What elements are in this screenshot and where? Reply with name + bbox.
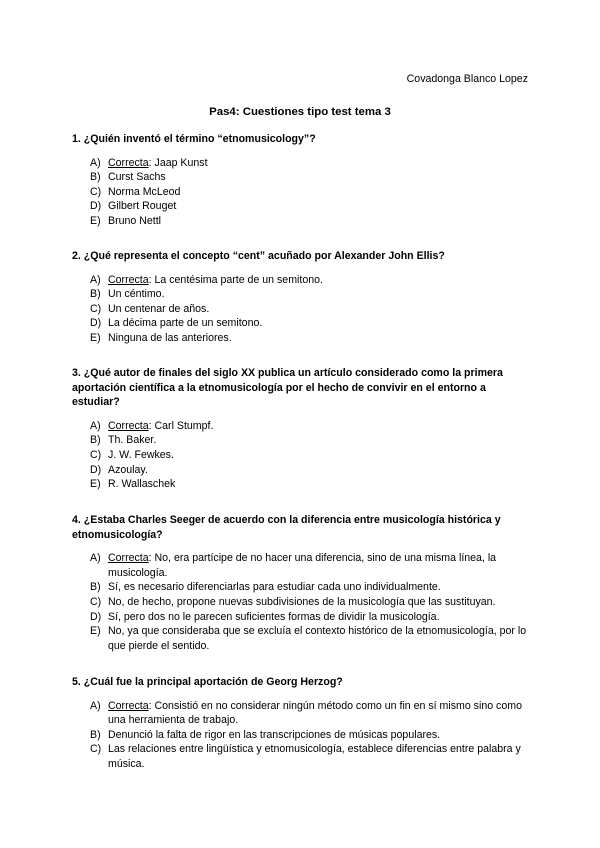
answer-c <box>72 302 530 317</box>
answer-letter: B) <box>90 728 101 741</box>
answer-c <box>72 185 530 200</box>
answer-a: A) Correcta: Carl Stumpf. <box>90 419 214 432</box>
answer-text: Azoulay. <box>108 463 148 476</box>
answer-letter: D) <box>90 317 102 330</box>
answer-text: J. W. Fewkes. <box>108 448 174 461</box>
answer-letter: B) <box>90 288 101 301</box>
answer-letter: E) <box>90 214 101 227</box>
answer-letter: E) <box>90 478 101 491</box>
answer-letter: E) <box>90 625 101 638</box>
answer-text: Curst Sachs <box>108 171 166 184</box>
question-text: 3. ¿Qué autor de finales del siglo XX publica un artículo considerado como la primera aportación científica a la etnomusicología por el hecho de convivir en el entorno a estudiar? <box>72 367 503 409</box>
answer-e <box>72 624 530 653</box>
answer-text: Sí, pero dos no le parecen suficientes formas de dividir la musicología. <box>108 610 440 623</box>
correct-label: Correcta <box>108 273 149 286</box>
answer-e <box>72 331 530 346</box>
answer-letter: C) <box>90 448 102 461</box>
answer-list <box>72 156 530 229</box>
answer-text: Th. Baker. <box>108 434 157 447</box>
answer-c <box>72 742 530 771</box>
correct-label: Correcta <box>108 419 149 432</box>
answer-text: Consistió en no considerar ningún método como un fin en sí mismo sino como una herramienta de trabajo. <box>108 699 522 727</box>
answer-e <box>72 214 530 229</box>
question-2 <box>72 249 530 346</box>
answer-text: Las relaciones entre lingüística y etnomusicología, establece diferencias entre palabra y música. <box>108 743 521 770</box>
answer-text: R. Wallaschek <box>108 478 176 491</box>
question-1 <box>72 132 530 229</box>
answer-e <box>72 477 530 492</box>
answer-letter: A) <box>90 552 101 565</box>
answer-b <box>72 728 530 743</box>
question-text: 1. ¿Quién inventó el término “etnomusicology”? <box>72 133 316 145</box>
answer-text: Denunció la falta de rigor en las transcripciones de músicas populares. <box>108 728 441 741</box>
answer-text: Un centenar de años. <box>108 302 210 315</box>
answer-letter: E) <box>90 331 101 344</box>
answer-letter: A) <box>90 419 101 432</box>
answer-text: Jaap Kunst <box>154 156 208 169</box>
answer-list <box>72 273 530 346</box>
correct-label: Correcta <box>108 552 149 565</box>
answer-a: A) Correcta: Consistió en no considerar ningún método como un fin en sí mismo sino como una herramienta de trabajo. <box>90 699 522 727</box>
answer-letter: D) <box>90 463 102 476</box>
answer-c <box>72 448 530 463</box>
answer-b <box>72 287 530 302</box>
answer-b <box>72 580 530 595</box>
answer-letter: C) <box>90 185 102 198</box>
answer-letter: B) <box>90 581 101 594</box>
answer-letter: C) <box>90 595 102 608</box>
answer-list <box>72 551 530 653</box>
answer-d <box>72 610 530 625</box>
answer-text: Norma McLeod <box>108 185 181 198</box>
answer-text: No, de hecho, propone nuevas subdivisiones de la musicología que las sustituyan. <box>108 595 496 608</box>
answer-d <box>72 199 530 214</box>
answer-c <box>72 595 530 610</box>
answer-text: Gilbert Rouget <box>108 200 177 213</box>
answer-d <box>72 463 530 478</box>
answer-text: La centésima parte de un semitono. <box>154 273 323 286</box>
answer-letter: B) <box>90 434 101 447</box>
answer-text: No, era partícipe de no hacer una diferencia, sino de una misma línea, la musicología. <box>108 552 497 579</box>
answer-letter: A) <box>90 699 101 712</box>
answer-a: A) Correcta: La centésima parte de un semitono. <box>90 273 323 286</box>
answer-letter: B) <box>90 171 101 184</box>
answer-a: A) Correcta: Jaap Kunst <box>90 156 208 169</box>
author-name: Covadonga Blanco Lopez <box>406 73 528 85</box>
answer-letter: C) <box>90 743 102 756</box>
answer-list <box>72 699 530 772</box>
correct-label: Correcta <box>108 156 149 169</box>
correct-label: Correcta <box>108 699 149 712</box>
answer-b <box>72 433 530 448</box>
answer-text: Bruno Nettl <box>108 214 161 227</box>
question-4 <box>72 513 530 653</box>
question-5 <box>72 675 530 772</box>
question-3 <box>72 366 530 492</box>
answer-a: A) Correcta: No, era partícipe de no hacer una diferencia, sino de una misma línea, la musicología. <box>90 552 497 579</box>
answer-b <box>72 170 530 185</box>
answer-text: La décima parte de un semitono. <box>108 317 263 330</box>
question-text: 5. ¿Cuál fue la principal aportación de Georg Herzog? <box>72 676 343 688</box>
answer-letter: C) <box>90 302 102 315</box>
answer-list <box>72 419 530 492</box>
answer-letter: A) <box>90 156 101 169</box>
answer-letter: D) <box>90 200 102 213</box>
answer-text: Carl Stumpf. <box>154 419 214 432</box>
question-text: 4. ¿Estaba Charles Seeger de acuerdo con la diferencia entre musicología histórica y etnomusicología? <box>72 514 501 541</box>
answer-text: Ninguna de las anteriores. <box>108 331 232 344</box>
question-text: 2. ¿Qué representa el concepto “cent” acuñado por Alexander John Ellis? <box>72 250 445 262</box>
answer-letter: A) <box>90 273 101 286</box>
answer-d <box>72 316 530 331</box>
answer-text: No, ya que consideraba que se excluía el contexto histórico de la etnomusicología, por lo que pierde el sentido. <box>108 625 527 652</box>
page-title: Pas4: Cuestiones tipo test tema 3 <box>209 106 391 118</box>
answer-letter: D) <box>90 610 102 623</box>
answer-text: Un céntimo. <box>108 288 165 301</box>
answer-text: Sí, es necesario diferenciarlas para estudiar cada uno individualmente. <box>108 581 441 594</box>
